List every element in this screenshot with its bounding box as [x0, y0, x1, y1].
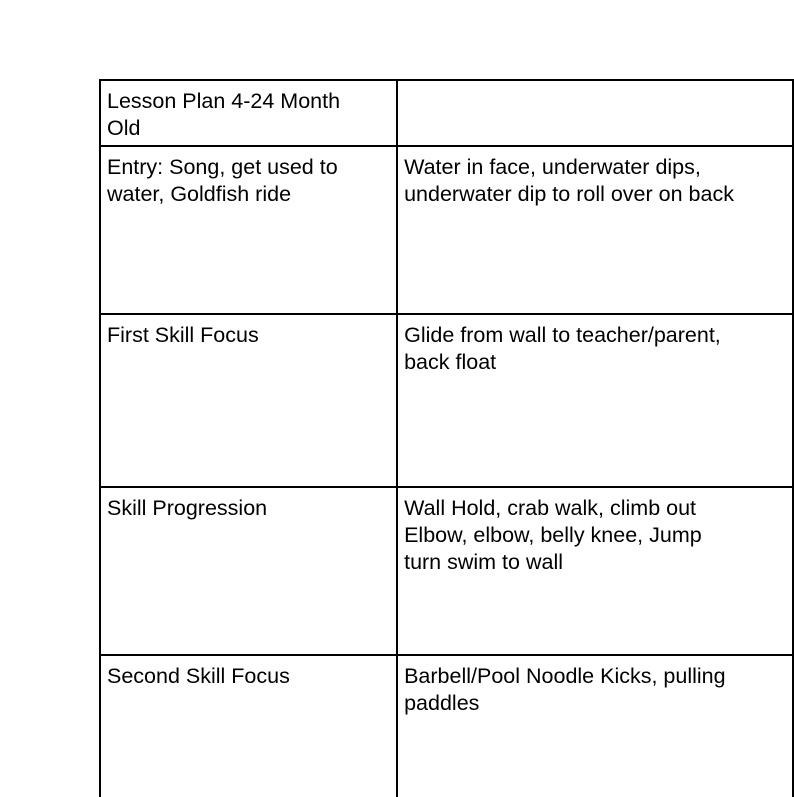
skill-progression-detail: Wall Hold, crab walk, climb out Elbow, elbow, belly knee, Jump turn swim to wall [404, 496, 702, 574]
lesson-plan-table [99, 79, 794, 797]
first-skill-detail-cell [397, 314, 793, 487]
skill-progression-label: Skill Progression [107, 496, 268, 520]
lesson-plan-title: Lesson Plan 4-24 Month Old [107, 89, 341, 140]
second-skill-label: Second Skill Focus [107, 664, 290, 688]
first-skill-label-cell [100, 314, 397, 487]
table-row-skill-progression [100, 487, 793, 655]
second-skill-detail-cell [397, 655, 793, 797]
entry-detail: Water in face, underwater dips, underwater dip to roll over on back [404, 155, 734, 206]
table-row-title [100, 80, 793, 146]
skill-progression-label-cell [100, 487, 397, 655]
second-skill-label-cell [100, 655, 397, 797]
table-row-entry [100, 146, 793, 314]
second-skill-detail: Barbell/Pool Noodle Kicks, pulling paddles [404, 664, 726, 715]
first-skill-detail: Glide from wall to teacher/parent, back float [404, 323, 721, 374]
first-skill-label: First Skill Focus [107, 323, 259, 347]
table-row-first-skill [100, 314, 793, 487]
lesson-plan-title-cell [100, 80, 397, 146]
skill-progression-detail-cell [397, 487, 793, 655]
entry-detail-cell [397, 146, 793, 314]
title-empty-cell [397, 80, 793, 146]
entry-label: Entry: Song, get used to water, Goldfish ride [107, 155, 338, 206]
table-row-second-skill [100, 655, 793, 797]
entry-label-cell [100, 146, 397, 314]
